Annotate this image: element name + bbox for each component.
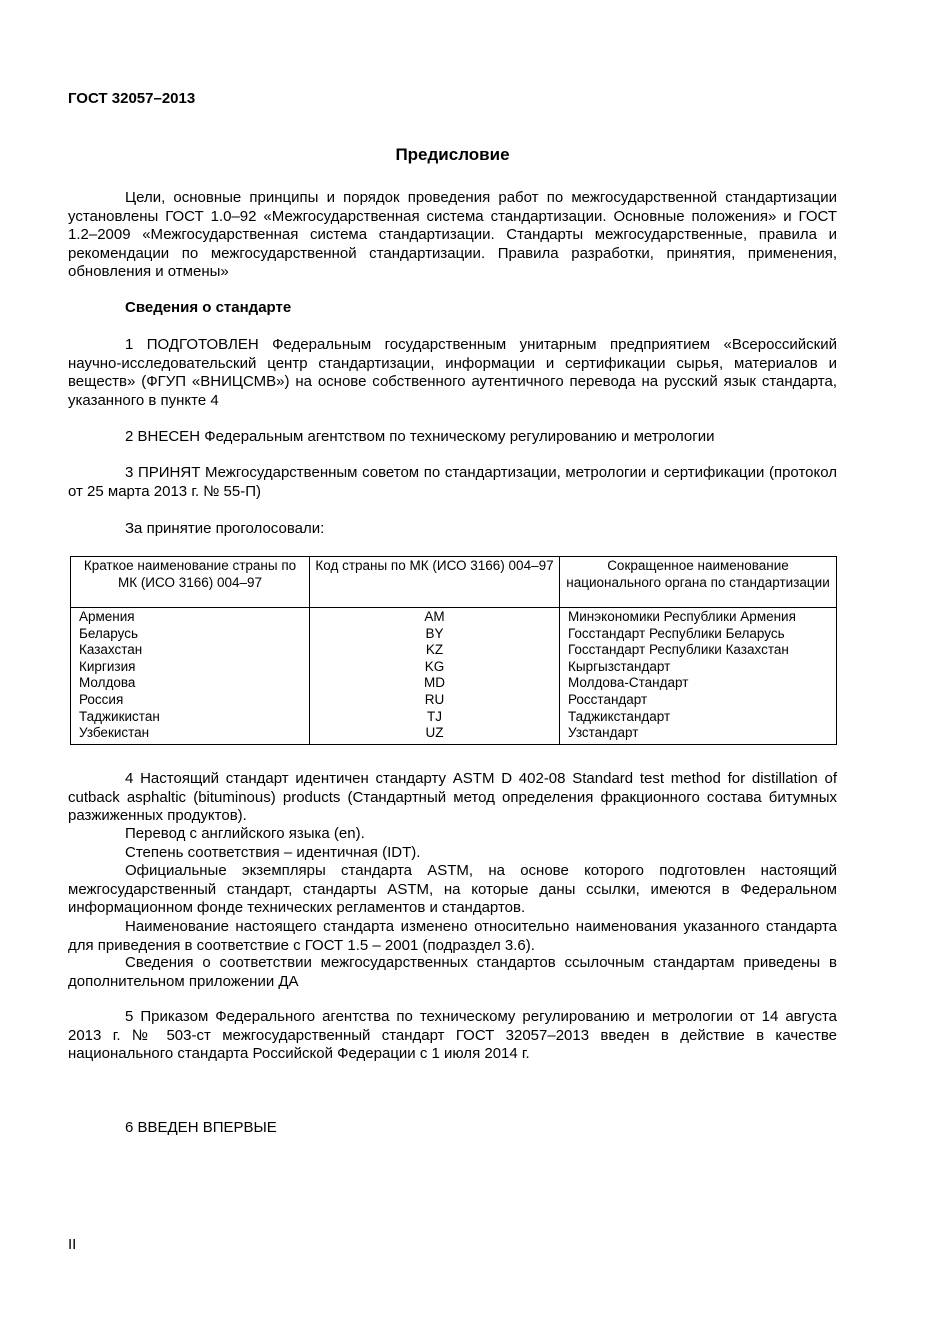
item-4-reference-info: Сведения о соответствии межгосударственных стандартов ссылочным стандартам приведены в дополнительном приложении ДА [68,954,837,990]
code-cell: TJ [310,709,560,726]
body-cell: Таджикстандарт [560,709,837,726]
item-1-prepared: 1 ПОДГОТОВЛЕН Федеральным государственным унитарным предприятием «Всероссийский научно-исследовательский центр стандартизации, информации и сертификации сырья, материалов и веществ» (ФГУП «ВНИЦСМВ») на основе собственного аутентичного перевода на русский язык стандарта, указанного в пункте 4 [68,336,837,409]
country-cell: Казахстан [71,642,310,659]
table-row [71,608,837,626]
item-2-submitted: 2 ВНЕСЕН Федеральным агентством по техническому регулированию и метрологии [125,428,715,445]
document-id-header: ГОСТ 32057–2013 [68,90,196,107]
code-cell: BY [310,626,560,643]
table-row [71,626,837,643]
voting-table [70,556,837,745]
col-header-body: Сокращенное наименование национального органа по стандартизации [560,557,837,608]
body-cell: Молдова-Стандарт [560,675,837,692]
table-row [71,692,837,709]
item-4-identity: 4 Настоящий стандарт идентичен стандарту ASTM D 402-08 Standard test method for distillation of cutback asphaltic (bituminous) products (Стандартный метод определения фракционного состава битумных разжиженных продуктов). [68,770,837,825]
table-row [71,725,837,744]
code-cell: UZ [310,725,560,744]
item-4-official-copies: Официальные экземпляры стандарта ASTM, на основе которого подготовлен настоящий межгосударственный стандарт, стандарты ASTM, на которые даны ссылки, имеются в Федеральном информационном фонде технических регламентов и стандартов. [68,862,837,917]
col-header-code: Код страны по МК (ИСО 3166) 004–97 [310,557,560,608]
table-row [71,709,837,726]
body-cell: Узстандарт [560,725,837,744]
code-cell: AM [310,608,560,626]
item-4-degree: Степень соответствия – идентичная (IDT). [125,844,421,861]
section-heading: Сведения о стандарте [125,299,292,316]
body-cell: Госстандарт Республики Беларусь [560,626,837,643]
country-cell: Киргизия [71,659,310,676]
country-cell: Россия [71,692,310,709]
body-cell: Госстандарт Республики Казахстан [560,642,837,659]
country-cell: Таджикистан [71,709,310,726]
item-3-adopted: 3 ПРИНЯТ Межгосударственным советом по стандартизации, метрологии и сертификации (протокол от 25 марта 2013 г. № 55-П) [68,464,837,500]
table-row [71,675,837,692]
item-5-order: 5 Приказом Федерального агентства по техническому регулированию и метрологии от 14 августа 2013 г. № 503-ст межгосударственный стандарт ГОСТ 32057–2013 введен в действие в качестве национального стандарта Российской Федерации с 1 июля 2014 г. [68,1008,837,1063]
table-row [71,659,837,676]
code-cell: KZ [310,642,560,659]
body-cell: Росстандарт [560,692,837,709]
country-cell: Армения [71,608,310,626]
table-row [71,642,837,659]
code-cell: KG [310,659,560,676]
item-4-name-change: Наименование настоящего стандарта изменено относительно наименования указанного стандарта для приведения в соответствие с ГОСТ 1.5 – 2001 (подраздел 3.6). [68,918,837,954]
code-cell: RU [310,692,560,709]
item-4-translation: Перевод с английского языка (en). [125,825,365,842]
page-title: Предисловие [395,145,510,164]
page-number: II [68,1236,77,1253]
code-cell: MD [310,675,560,692]
col-header-country: Краткое наименование страны по МК (ИСО 3166) 004–97 [71,557,310,608]
country-cell: Узбекистан [71,725,310,744]
body-cell: Минэкономики Республики Армения [560,608,837,626]
item-6-first-introduced: 6 ВВЕДЕН ВПЕРВЫЕ [125,1119,277,1136]
voting-table-header [71,557,837,608]
country-cell: Беларусь [71,626,310,643]
intro-paragraph: Цели, основные принципы и порядок проведения работ по межгосударственной стандартизации установлены ГОСТ 1.0–92 «Межгосударственная система стандартизации. Основные положения» и ГОСТ 1.2–2009 «Межгосударственная система стандартизации. Стандарты межгосударственные, правила и рекомендации по межгосударственной стандартизации. Правила разработки, принятия, применения, обновления и отмены» [68,189,837,281]
body-cell: Кыргызстандарт [560,659,837,676]
vote-intro: За принятие проголосовали: [125,520,325,537]
country-cell: Молдова [71,675,310,692]
